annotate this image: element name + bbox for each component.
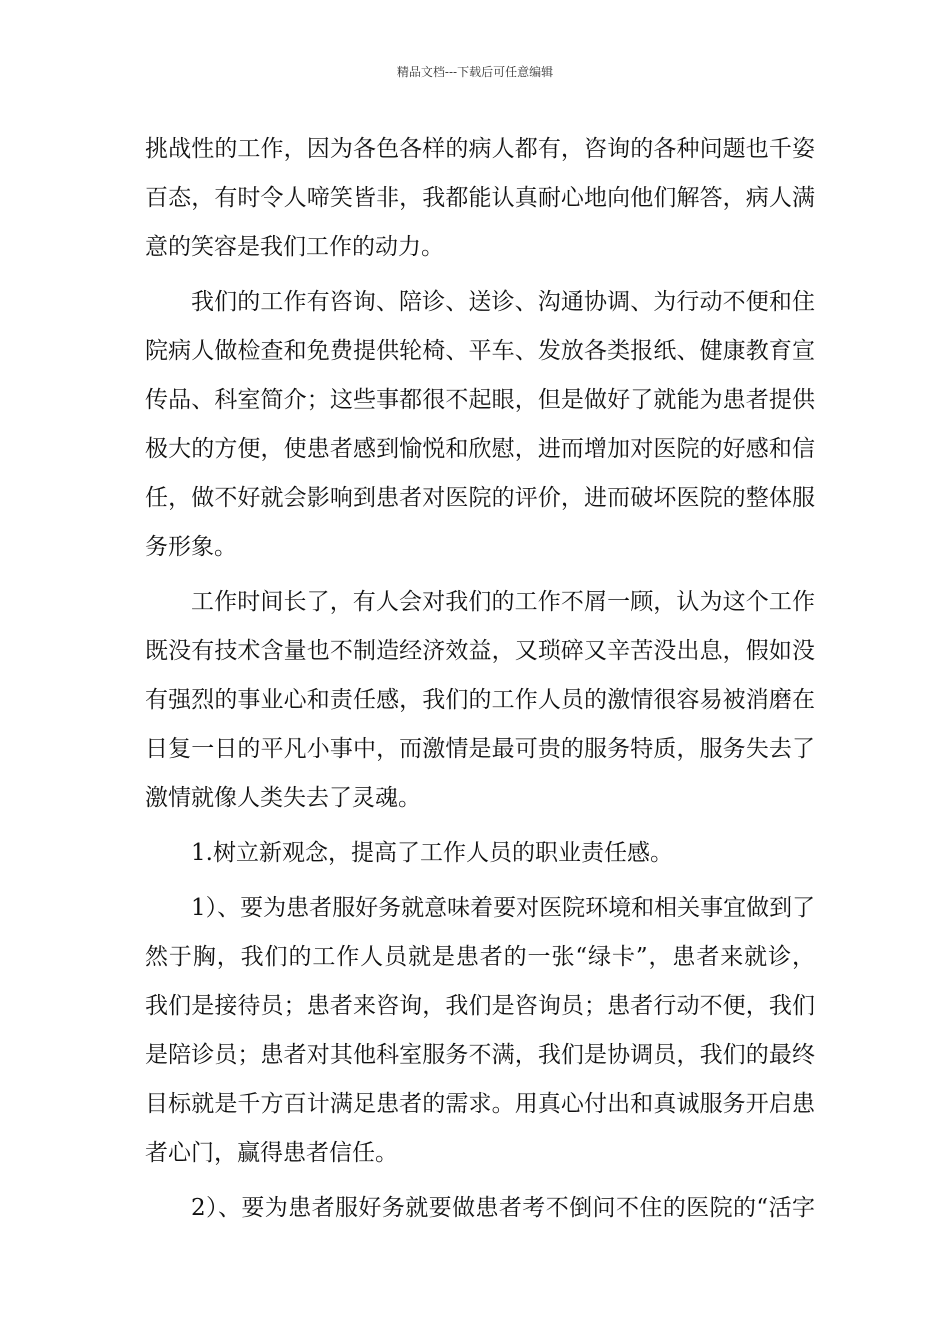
text-line: 日复一日的平凡小事中，而激情是最可贵的服务特质，服务失去了 (145, 736, 815, 762)
paragraph (145, 884, 815, 1178)
text-line: 务形象。 (145, 534, 237, 560)
text-line: 1）、要为患者服好务就意味着要对医院环境和相关事宜做到了 (191, 895, 816, 921)
text-line: 传品、科室简介；这些事都很不起眼，但是做好了就能为患者提供 (145, 387, 815, 413)
page-header: 精品文档---下载后可任意编辑 (396, 65, 554, 79)
text-line: 有强烈的事业心和责任感，我们的工作人员的激情很容易被消磨在 (145, 687, 815, 713)
text-line: 我们是接待员；患者来咨询，我们是咨询员；患者行动不便，我们 (145, 993, 815, 1019)
text-line: 目标就是千方百计满足患者的需求。用真心付出和真诚服务开启患 (145, 1091, 815, 1117)
text-line: 意的笑容是我们工作的动力。 (145, 234, 444, 260)
text-line: 1.树立新观念，提高了工作人员的职业责任感。 (191, 840, 673, 866)
text-line: 工作时间长了，有人会对我们的工作不屑一顾，认为这个工作 (191, 589, 815, 615)
document-body (145, 125, 815, 1233)
text-line: 百态，有时令人啼笑皆非，我都能认真耐心地向他们解答，病人满 (145, 185, 815, 211)
text-line: 然于胸，我们的工作人员就是患者的一张“绿卡”，患者来就诊， (145, 944, 815, 970)
text-line: 我们的工作有咨询、陪诊、送诊、沟通协调、为行动不便和住 (191, 289, 815, 315)
text-line: 院病人做检查和免费提供轮椅、平车、发放各类报纸、健康教育宣 (145, 338, 815, 364)
paragraph (145, 1184, 815, 1233)
text-line: 任，做不好就会影响到患者对医院的评价，进而破坏医院的整体服 (145, 485, 815, 511)
text-line: 激情就像人类失去了灵魂。 (145, 785, 421, 811)
text-line: 挑战性的工作，因为各色各样的病人都有，咨询的各种问题也千姿 (145, 136, 815, 162)
text-line: 是陪诊员；患者对其他科室服务不满，我们是协调员，我们的最终 (145, 1042, 815, 1068)
text-line: 既没有技术含量也不制造经济效益，又琐碎又辛苦没出息，假如没 (145, 638, 815, 664)
text-line: 2）、要为患者服好务就要做患者考不倒问不住的医院的“活字 (191, 1195, 815, 1221)
paragraph (145, 278, 815, 572)
section-heading (145, 829, 815, 878)
paragraph-continuation (145, 125, 815, 272)
paragraph (145, 578, 815, 823)
text-line: 极大的方便，使患者感到愉悦和欣慰，进而增加对医院的好感和信 (145, 436, 815, 462)
text-line: 者心门，赢得患者信任。 (145, 1140, 398, 1166)
